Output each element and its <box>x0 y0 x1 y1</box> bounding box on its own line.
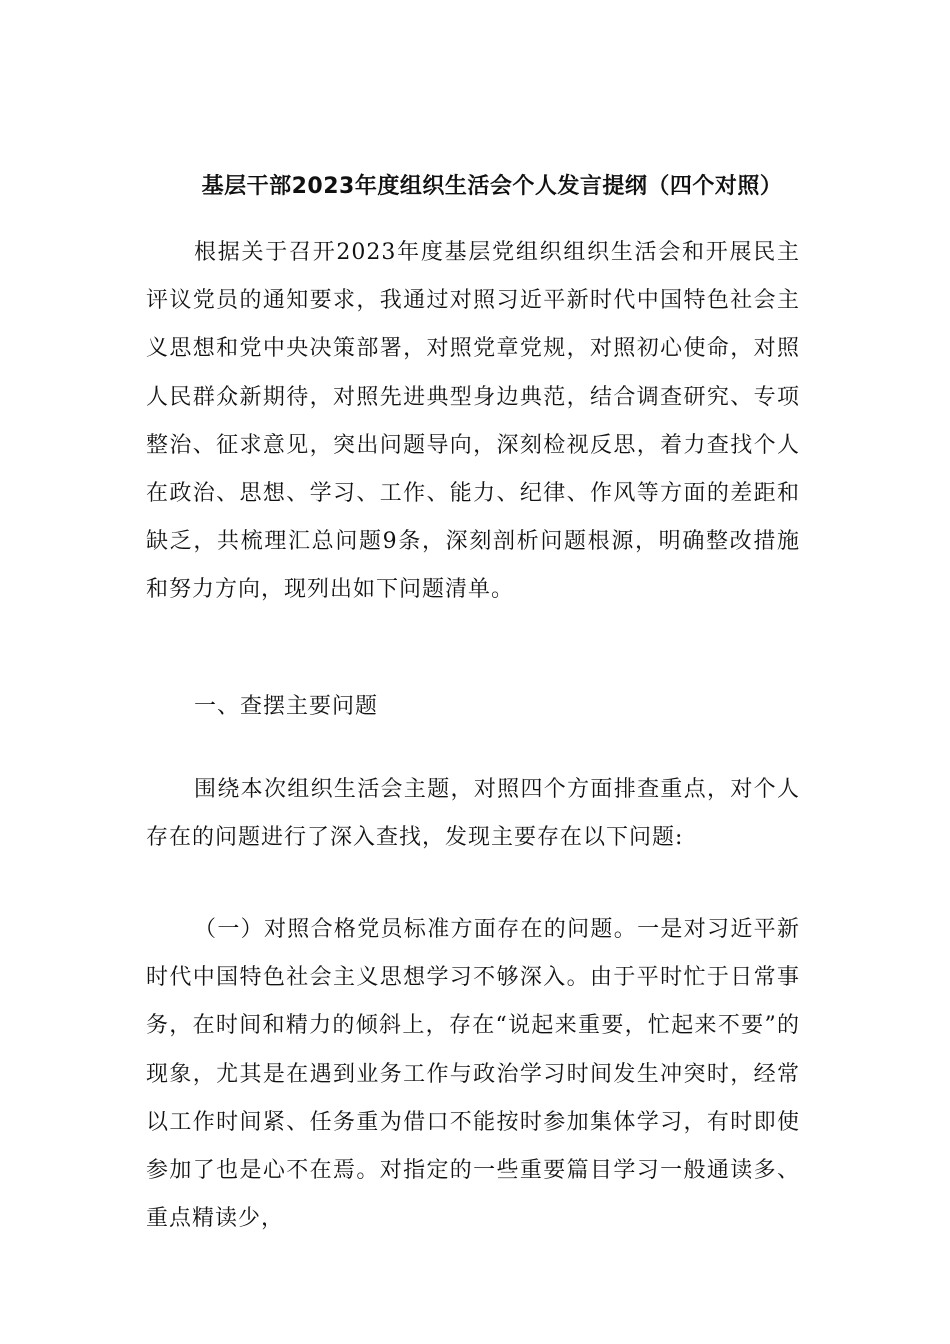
section-heading: 一、查摆主要问题 <box>194 694 379 719</box>
intro-paragraph: 根据关于召开2023年度基层党组织组织生活会和开展民主评议党员的通知要求，我通过对照习近平新时代中国特色社会主义思想和党中央决策部署，对照党章党规，对照初心使命，对照人民群众新期待，对照先进典型身边典范，结合调查研究、专项整治、征求意见，突出问题导向，深刻检视反思，着力查找个人在政治、思想、学习、工作、能力、纪律、作风等方面的差距和缺乏，共梳理汇总问题9条，深刻剖析问题根源，明确整改措施和努力方向，现列出如下问题清单。 <box>146 240 800 603</box>
document-title: 基层干部2023年度组织生活会个人发言提纲（四个对照） <box>201 174 783 199</box>
item-one-paragraph: （一）对照合格党员标准方面存在的问题。一是对习近平新时代中国特色社会主义思想学习不够深入。由于平时忙于日常事务，在时间和精力的倾斜上，存在“说起来重要，忙起来不要”的现象，尤其是在遇到业务工作与政治学习时间发生冲突时，经常以工作时间紧、任务重为借口不能按时参加集体学习，有时即使参加了也是心不在焉。对指定的一些重要篇目学习一般通读多、重点精读少， <box>146 917 800 1232</box>
section-intro-paragraph: 围绕本次组织生活会主题，对照四个方面排查重点，对个人存在的问题进行了深入查找，发现主要存在以下问题: <box>146 777 800 851</box>
